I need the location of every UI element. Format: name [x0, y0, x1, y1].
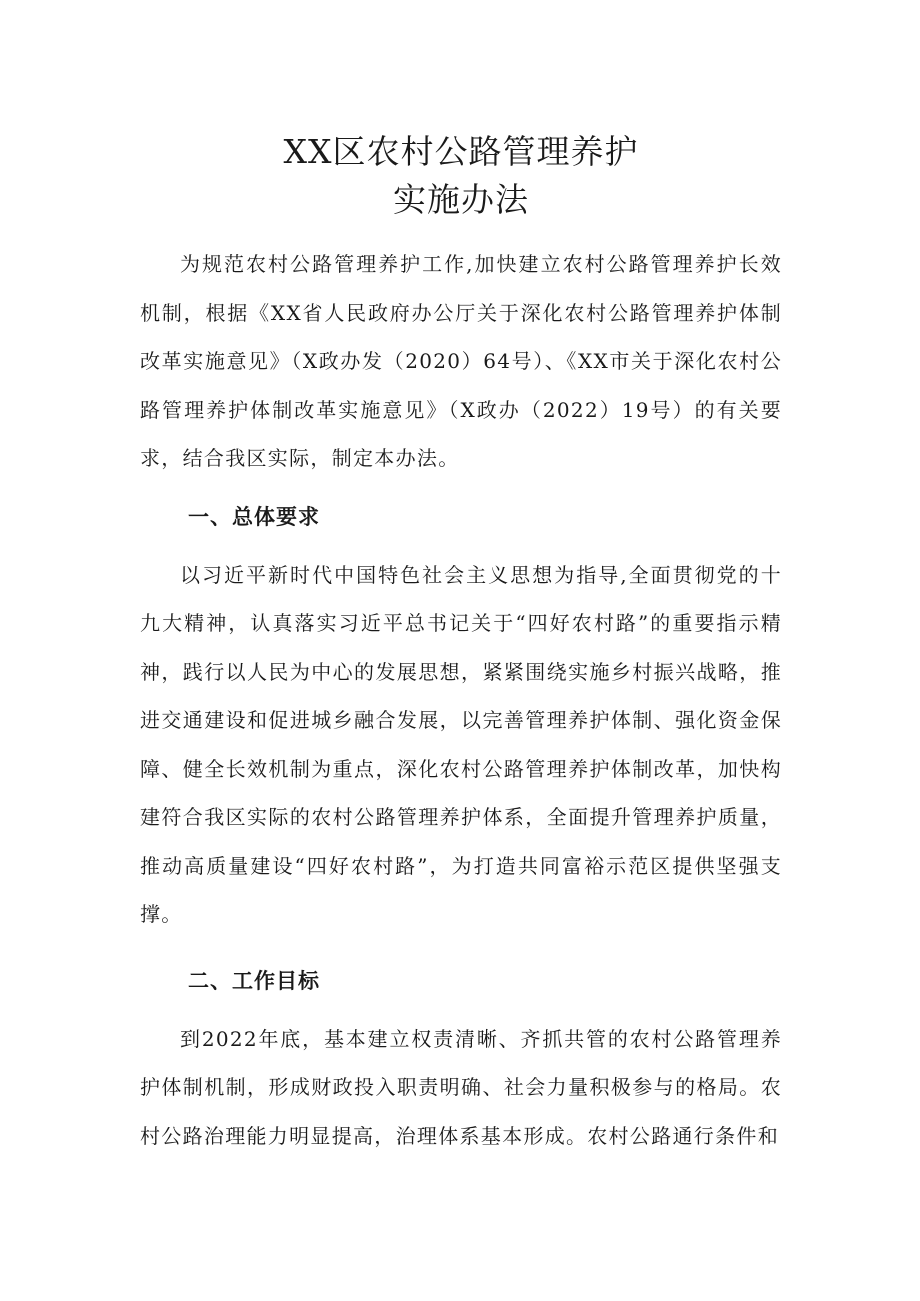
title-line-1: XX区农村公路管理养护	[283, 132, 639, 171]
title-line-2: 实施办法	[393, 180, 529, 219]
intro-paragraph: 为规范农村公路管理养护工作,加快建立农村公路管理养护长效机制，根据《XX省人民政府办公厅关于深化农村公路管理养护体制改革实施意见》（X政办发（2020）64号）、《XX市关于深化农村公路管理养护体制改革实施意见》（X政办（2022）19号）的有关要求，结合我区实际，制定本办法。	[140, 252, 782, 470]
section-2-paragraph: 到2022年底，基本建立权责清晰、齐抓共管的农村公路管理养护体制机制，形成财政投入职责明确、社会力量积极参与的格局。农村公路治理能力明显提高，治理体系基本形成。农村公路通行条件和	[140, 1026, 782, 1148]
document-title	[140, 128, 782, 224]
section-1-paragraph: 以习近平新时代中国特色社会主义思想为指导,全面贯彻党的十九大精神，认真落实习近平总书记关于“四好农村路”的重要指示精神，践行以人民为中心的发展思想，紧紧围绕实施乡村振兴战略，推进交通建设和促进城乡融合发展，以完善管理养护体制、强化资金保障、健全长效机制为重点，深化农村公路管理养护体制改革，加快构建符合我区实际的农村公路管理养护体系，全面提升管理养护质量，推动高质量建设“四好农村路”，为打造共同富裕示范区提供坚强支撑。	[140, 562, 782, 926]
section-2-heading: 二、工作目标	[188, 968, 320, 993]
section-1-heading: 一、总体要求	[188, 504, 320, 529]
document-page	[140, 128, 782, 1160]
